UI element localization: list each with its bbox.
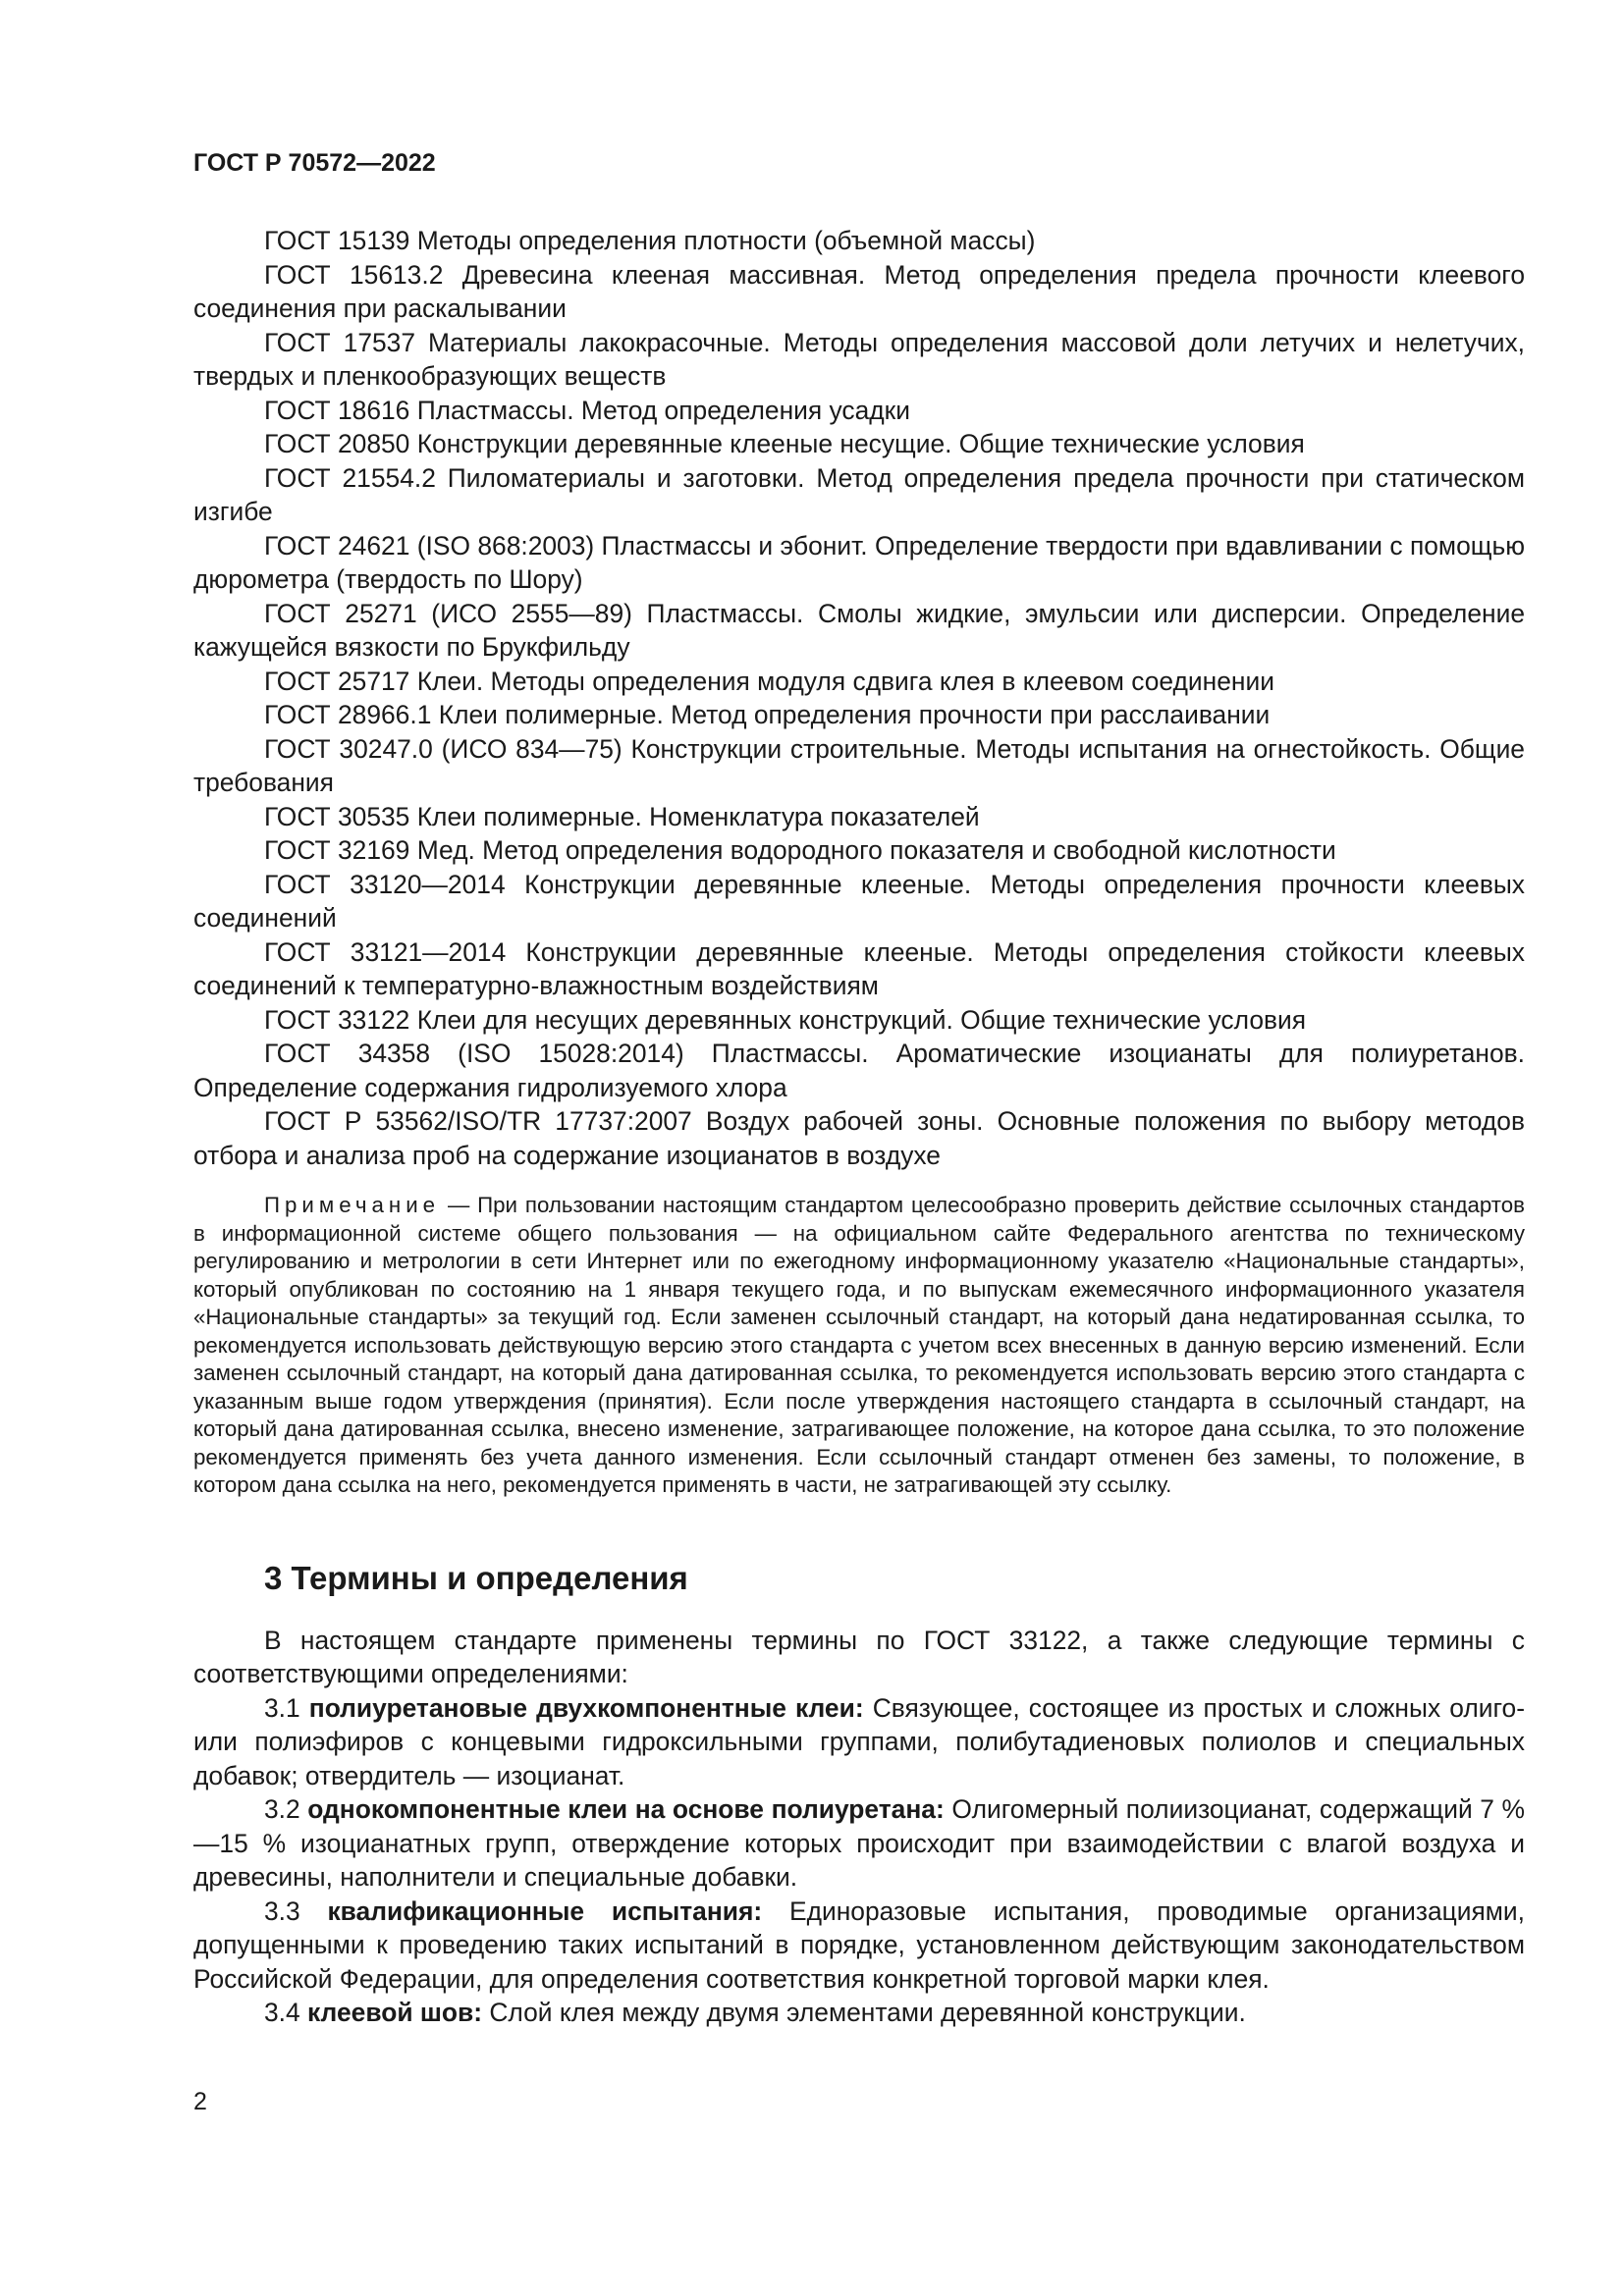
- term-definition: [193, 1996, 1525, 2030]
- term-number: 3.1: [264, 1692, 300, 1723]
- term-name: квалификационные испытания:: [327, 1896, 763, 1926]
- note-paragraph: [193, 1192, 1525, 1500]
- reference-item: ГОСТ 20850 Конструкции деревянные клееные несущие. Общие технические условия: [264, 429, 1305, 458]
- term-name: полиуретановые двухкомпонентные клеи:: [308, 1692, 864, 1723]
- reference-item: ГОСТ 33120—2014 Конструкции деревянные клееные. Методы определения прочности клеевых соединений: [193, 869, 1525, 933]
- reference-item: ГОСТ 15139 Методы определения плотности (объемной массы): [264, 226, 1036, 255]
- page-number: 2: [193, 2088, 207, 2115]
- reference-item: ГОСТ 33121—2014 Конструкции деревянные клееные. Методы определения стойкости клеевых соединений к температурно-влажностным воздействиям: [193, 936, 1525, 1000]
- page-body: [193, 224, 1525, 2030]
- term-text: Связующее, состоящее из простых и сложных олиго- или полиэфиров с концевыми гидроксильными группами, полибутадиеновых полиолов и специальных добавок; отвердитель — изоцианат.: [193, 1692, 1525, 1790]
- term-number: 3.2: [264, 1794, 300, 1824]
- term-name: однокомпонентные клеи на основе полиуретана:: [307, 1794, 945, 1824]
- term-definition: [193, 1895, 1525, 1997]
- section-intro: В настоящем стандарте применены термины по ГОСТ 33122, а также следующие термины с соответствующими определениями:: [193, 1625, 1525, 1688]
- reference-item: ГОСТ 15613.2 Древесина клееная массивная. Метод определения предела прочности клеевого соединения при раскалывании: [193, 259, 1525, 323]
- reference-item: ГОСТ 34358 (ISO 15028:2014) Пластмассы. Ароматические изоцианаты для полиуретанов. Определение содержания гидролизуемого хлора: [193, 1039, 1525, 1102]
- term-text: Единоразовые испытания, проводимые организациями, допущенными к проведению таких испытаний в порядке, установленном действующим законодательством Российской Федерации, для определения соответствия конкретной торговой марки клея.: [193, 1896, 1526, 1994]
- reference-item: ГОСТ 33122 Клеи для несущих деревянных конструкций. Общие технические условия: [264, 1004, 1307, 1035]
- note-text: — При пользовании настоящим стандартом целесообразно проверить действие ссылочных стандартов в информационной системе общего пользования — на официальном сайте Федерального агентства по техническому регулированию и метрологии в сети Интернет или по ежегодному информационному указателю «Национальные стандарты», который опубликован по состоянию на 1 января текущего года, и по выпускам ежемесячного информационного указателя «Национальные стандарты» за текущий год. Если заменен ссылочный стандарт, на который дана недатированная ссылка, то рекомендуется использовать действующую версию этого стандарта с учетом всех внесенных в данную версию изменений. Если заменен ссылочный стандарт, на который дана датированная ссылка, то рекомендуется использовать версию этого стандарта с указанным выше годом утверждения (принятия). Если после утверждения настоящего стандарта в ссылочный стандарт, на который дана датированная ссылка, внесено изменение, затрагивающее положение, на которое дана ссылка, то это положение рекомендуется применять без учета данного изменения. Если ссылочный стандарт отменен без замены, то положение, в котором дана ссылка на него, рекомендуется применять в части, не затрагивающей эту ссылку.: [193, 1193, 1525, 1497]
- references-list: [193, 224, 1525, 1172]
- reference-item: ГОСТ 30535 Клеи полимерные. Номенклатура показателей: [264, 801, 980, 831]
- term-definition: [193, 1792, 1525, 1895]
- reference-item: ГОСТ 25271 (ИСО 2555—89) Пластмассы. Смолы жидкие, эмульсии или дисперсии. Определение кажущейся вязкости по Брукфильду: [193, 598, 1525, 662]
- reference-item: ГОСТ 24621 (ISO 868:2003) Пластмассы и эбонит. Определение твердости при вдавливании с помощью дюрометра (твердость по Шору): [193, 530, 1525, 594]
- reference-item: ГОСТ 18616 Пластмассы. Метод определения усадки: [264, 395, 910, 425]
- reference-item: ГОСТ 28966.1 Клеи полимерные. Метод определения прочности при расслаивании: [264, 700, 1271, 729]
- reference-item: ГОСТ Р 53562/ISO/TR 17737:2007 Воздух рабочей зоны. Основные положения по выбору методов отбора и анализа проб на содержание изоцианатов в воздухе: [193, 1106, 1525, 1170]
- note-label: Примечание: [264, 1193, 441, 1217]
- section-title: 3 Термины и определения: [264, 1559, 688, 1596]
- reference-item: ГОСТ 30247.0 (ИСО 834—75) Конструкции строительные. Методы испытания на огнестойкость. Общие требования: [193, 733, 1525, 797]
- reference-item: ГОСТ 25717 Клеи. Методы определения модуля сдвига клея в клеевом соединении: [264, 666, 1274, 696]
- reference-item: ГОСТ 32169 Мед. Метод определения водородного показателя и свободной кислотности: [264, 835, 1336, 865]
- term-number: 3.4: [264, 1998, 300, 2027]
- term-text: Олигомерный полиизоцианат, содержащий 7 %—15 % изоцианатных групп, отверждение которых происходит при взаимодействии с влагой воздуха и древесины, наполнители и специальные добавки.: [193, 1794, 1525, 1892]
- term-text: Слой клея между двумя элементами деревянной конструкции.: [489, 1998, 1246, 2027]
- reference-item: ГОСТ 21554.2 Пиломатериалы и заготовки. Метод определения предела прочности при статическом изгибе: [193, 462, 1525, 526]
- term-number: 3.3: [264, 1896, 300, 1926]
- document-header: ГОСТ Р 70572—2022: [193, 149, 436, 177]
- reference-item: ГОСТ 17537 Материалы лакокрасочные. Методы определения массовой доли летучих и нелетучих, твердых и пленкообразующих веществ: [193, 327, 1525, 391]
- term-name: клеевой шов:: [307, 1998, 483, 2027]
- term-definition: [193, 1691, 1525, 1793]
